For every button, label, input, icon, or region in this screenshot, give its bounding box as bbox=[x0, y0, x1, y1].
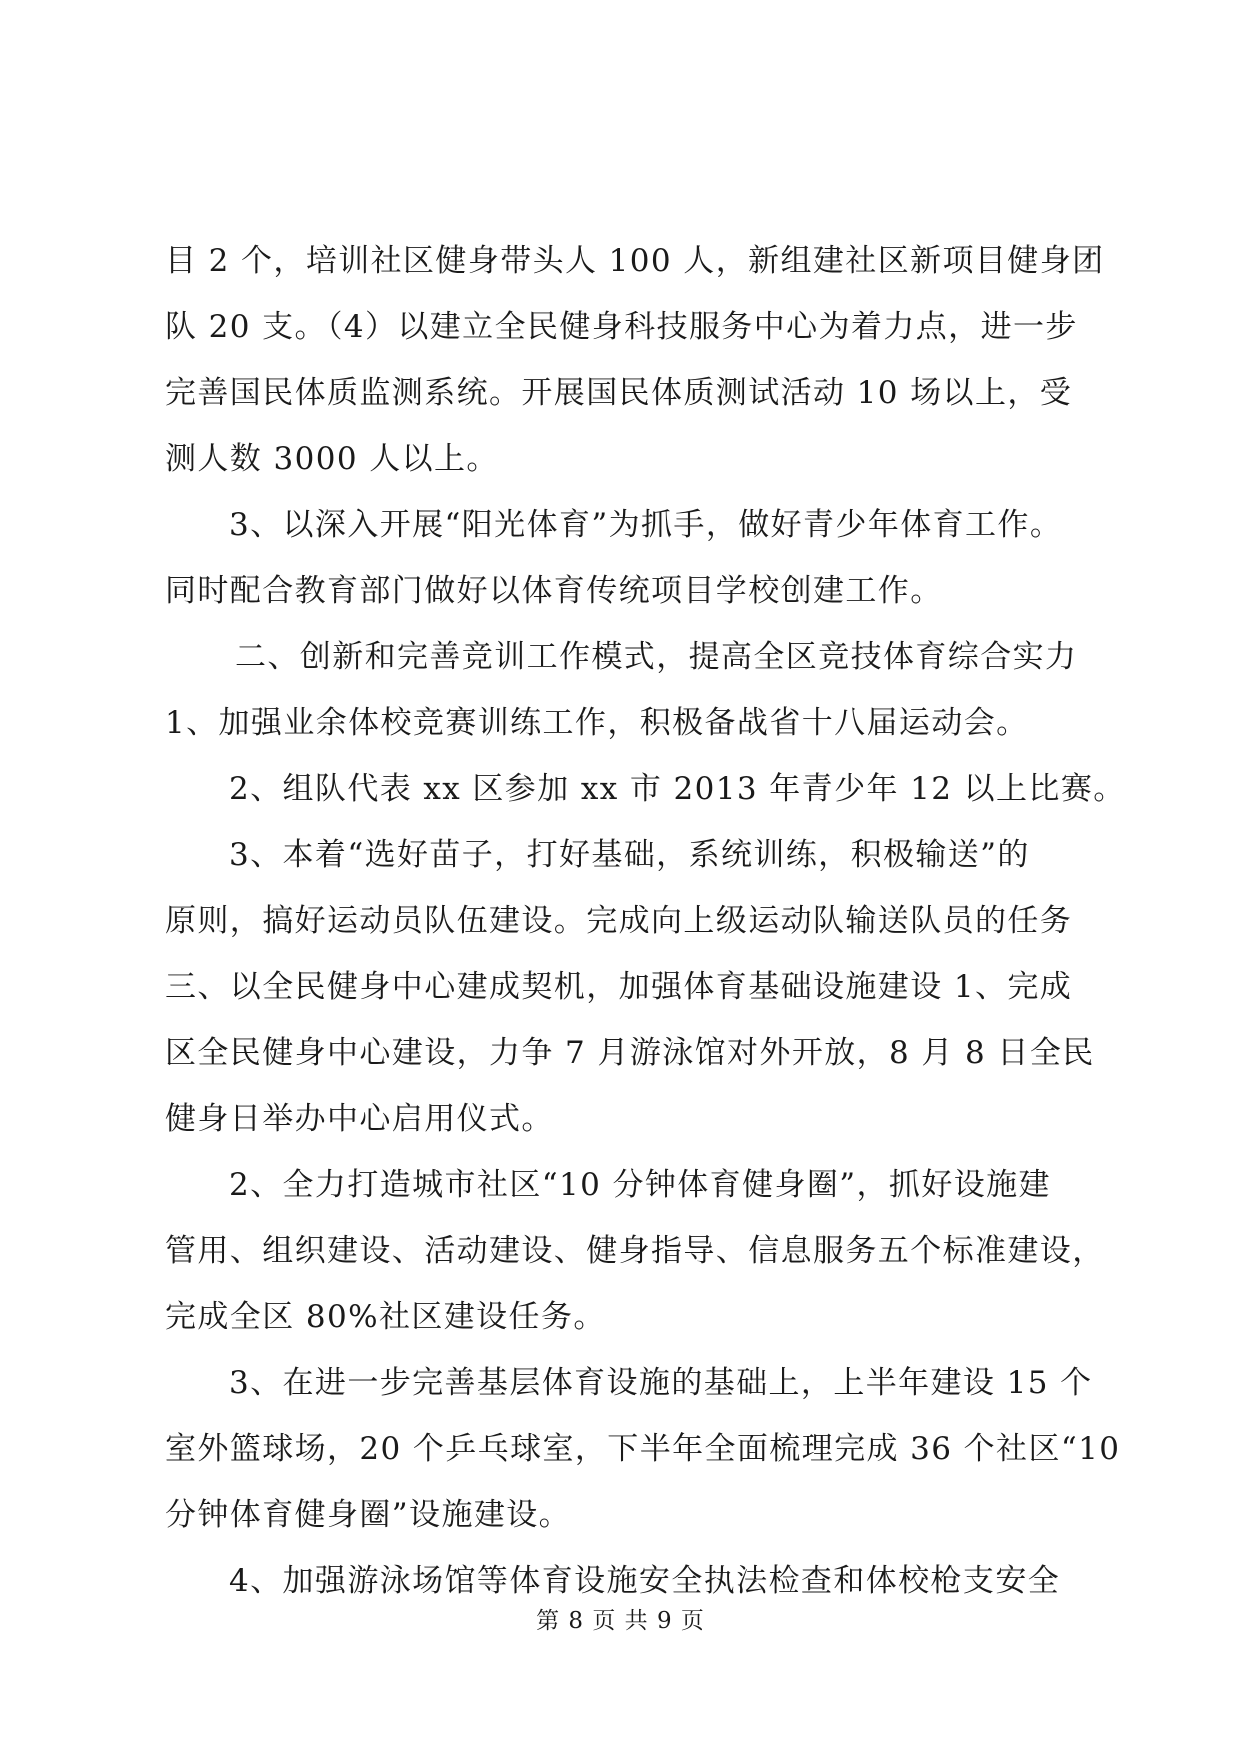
text-line: 区全民健身中心建设，力争 7 月游泳馆对外开放，8 月 8 日全民 bbox=[165, 1035, 1095, 1071]
text-line: 2、全力打造城市社区“10 分钟体育健身圈”，抓好设施建 bbox=[229, 1167, 1051, 1203]
document-body bbox=[165, 228, 1126, 1614]
section-heading: 三、以全民健身中心建成契机，加强体育基础设施建设 1、完成 bbox=[165, 969, 1073, 1005]
text-line: 管用、组织建设、活动建设、健身指导、信息服务五个标准建设， bbox=[165, 1233, 1105, 1269]
text-line: 1、加强业余体校竞赛训练工作，积极备战省十八届运动会。 bbox=[165, 705, 1029, 741]
text-line: 3、在进一步完善基层体育设施的基础上，上半年建设 15 个 bbox=[229, 1365, 1093, 1401]
text-line: 健身日举办中心启用仪式。 bbox=[165, 1101, 554, 1137]
text-line: 分钟体育健身圈”设施建设。 bbox=[165, 1497, 572, 1533]
page-footer bbox=[0, 1602, 1241, 1635]
text-line: 完成全区 80%社区建设任务。 bbox=[165, 1299, 606, 1335]
text-line: 3、本着“选好苗子，打好基础，系统训练，积极输送”的 bbox=[229, 837, 1030, 873]
text-line: 室外篮球场，20 个乒乓球室，下半年全面梳理完成 36 个社区“10 bbox=[165, 1431, 1121, 1467]
page-number: 第 8 页 共 9 页 bbox=[536, 1608, 705, 1634]
text-line: 4、加强游泳场馆等体育设施安全执法检查和体校枪支安全 bbox=[229, 1563, 1061, 1599]
text-line: 2、组队代表 xx 区参加 xx 市 2013 年青少年 12 以上比赛。 bbox=[229, 771, 1126, 807]
section-heading: 二、创新和完善竞训工作模式，提高全区竞技体育综合实力 bbox=[235, 639, 1078, 675]
text-line: 测人数 3000 人以上。 bbox=[165, 441, 499, 477]
text-line: 3、以深入开展“阳光体育”为抓手，做好青少年体育工作。 bbox=[229, 507, 1063, 543]
text-line: 队 20 支。（4）以建立全民健身科技服务中心为着力点，进一步 bbox=[165, 309, 1078, 345]
text-line: 原则，搞好运动员队伍建设。完成向上级运动队输送队员的任务 bbox=[165, 903, 1073, 939]
text-line: 同时配合教育部门做好以体育传统项目学校创建工作。 bbox=[165, 573, 943, 609]
text-line: 完善国民体质监测系统。开展国民体质测试活动 10 场以上，受 bbox=[165, 375, 1073, 411]
text-line: 目 2 个，培训社区健身带头人 100 人，新组建社区新项目健身团 bbox=[165, 243, 1105, 279]
